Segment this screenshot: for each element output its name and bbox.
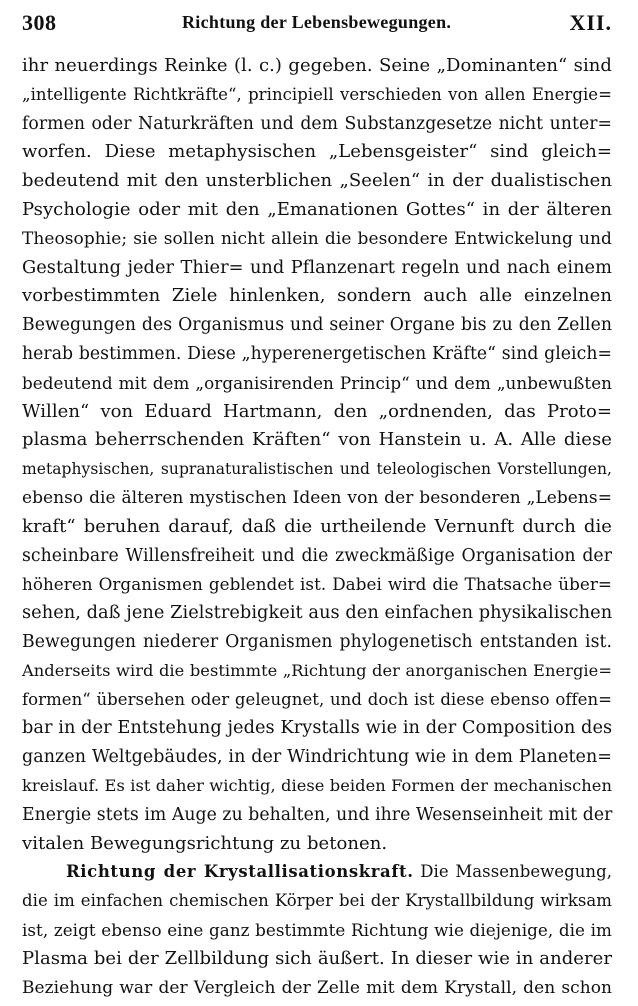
text-line: Bewegungen des Organismus und seiner Organe bis zu den Zellen bbox=[22, 315, 612, 336]
text-line: plasma beherrschenden Kräften“ von Hanstein u. A. Alle diese bbox=[22, 429, 612, 451]
text-line: bar in der Entstehung jedes Krystalls wie in der Composition des bbox=[22, 718, 613, 739]
text-line: vitalen Bewegungsrichtung zu betonen. bbox=[22, 832, 388, 854]
text-line: kreislauf. Es ist daher wichtig, diese beiden Formen der mechanischen bbox=[22, 775, 612, 795]
text-line: Bewegungen niederer Organismen phylogenetisch entstanden ist. bbox=[22, 631, 612, 652]
body-text bbox=[22, 52, 612, 1002]
paragraph bbox=[22, 52, 612, 858]
text-line: formen“ übersehen oder geleugnet, und doch ist diese ebenso offen= bbox=[22, 689, 612, 709]
text-line: ist, zeigt ebenso eine ganz bestimmte Richtung wie diejenige, die im bbox=[22, 919, 612, 940]
text-line: Willen“ von Eduard Hartmann, den „ordnenden, das Proto= bbox=[22, 400, 612, 422]
text-line: worfen. Diese metaphysischen „Lebensgeister“ sind gleich= bbox=[22, 141, 612, 163]
section-heading: Richtung der Krystallisationskraft. bbox=[66, 862, 414, 882]
text-line: formen oder Naturkräften und dem Substanzgesetze nicht unter= bbox=[22, 113, 612, 134]
running-head bbox=[22, 8, 612, 42]
text-line: ebenso die älteren mystischen Ideen von der besonderen „Lebens= bbox=[22, 487, 612, 508]
section-first-line bbox=[22, 858, 612, 887]
text-line: Gestaltung jeder Thier= und Pflanzenart regeln und nach einem bbox=[22, 257, 612, 278]
text-line: metaphysischen, supranaturalistischen und teleologischen Vorstellungen, bbox=[22, 460, 612, 479]
text-line: höheren Organismen geblendet ist. Dabei wird die Thatsache über= bbox=[22, 574, 612, 595]
text-line: Plasma bei der Zellbildung sich äußert. In dieser wie in anderer bbox=[22, 947, 612, 969]
text-line: kraft“ beruhen darauf, daß die urtheilende Vernunft durch die bbox=[22, 515, 612, 537]
text-line: ganzen Weltgebäudes, in der Windrichtung wie in dem Planeten= bbox=[22, 747, 612, 768]
text-line: Beziehung war der Vergleich der Zelle mit dem Krystall, den schon bbox=[22, 977, 612, 998]
text-line: herab bestimmen. Diese „hyperenergetischen Kräfte“ sind gleich= bbox=[22, 343, 612, 364]
text-line: Anderseits wird die bestimmte „Richtung der anorganischen Energie= bbox=[22, 660, 612, 680]
page-number: 308 bbox=[22, 10, 57, 35]
running-title: Richtung der Lebensbewegungen. bbox=[182, 12, 452, 32]
text-line: bedeutend mit den unsterblichen „Seelen“ in der dualistischen bbox=[22, 170, 612, 192]
section-paragraph bbox=[22, 858, 612, 1002]
text-line: Psychologie oder mit den „Emanationen Gottes“ in der älteren bbox=[22, 198, 612, 220]
text-line: die im einfachen chemischen Körper bei der Krystallbildung wirksam bbox=[22, 891, 612, 911]
text-line: vorbestimmten Ziele hinlenken, sondern auch alle einzelnen bbox=[22, 285, 612, 307]
text-line: „intelligente Richtkräfte“, principiell verschieden von allen Energie= bbox=[22, 84, 612, 104]
chapter-number: XII. bbox=[569, 10, 612, 35]
text-line: scheinbare Willensfreiheit und die zweckmäßige Organisation der bbox=[22, 545, 612, 566]
text-line: Theosophie; sie sollen nicht allein die besondere Entwickelung und bbox=[22, 228, 612, 249]
section-first-line-text: Die Massenbewegung, bbox=[420, 862, 612, 882]
text-line: sehen, daß jene Zielstrebigkeit aus den einfachen physikalischen bbox=[22, 603, 613, 624]
text-line: bedeutend mit dem „organisirenden Princip“ und dem „unbewußten bbox=[22, 372, 612, 393]
text-line: ihr neuerdings Reinke (l. c.) gegeben. Seine „Dominanten“ sind bbox=[22, 55, 612, 76]
text-line: Energie stets im Auge zu behalten, und ihre Wesenseinheit mit der bbox=[22, 804, 613, 825]
